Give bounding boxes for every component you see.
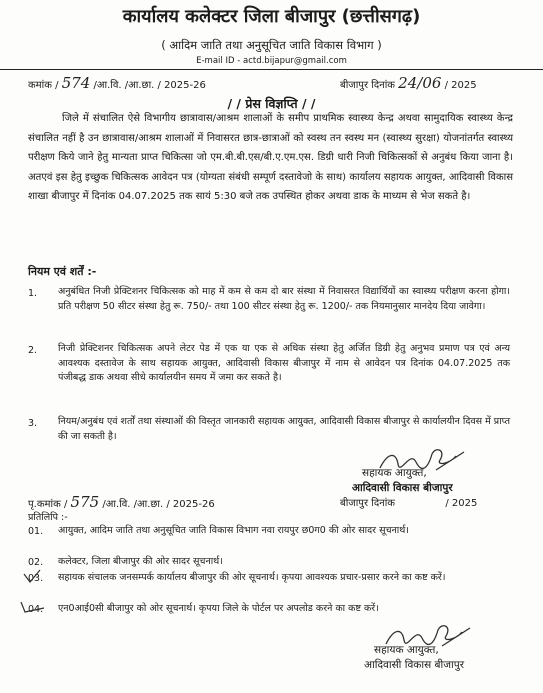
rule-number: 3. (28, 418, 38, 429)
copy-number: 04. (28, 604, 44, 615)
copy-number: 02. (28, 557, 44, 568)
copy-item: सहायक संचालक जनसम्पर्क कार्यालय बीजापुर की ओर सूचनार्थ। कृपया आवश्यक प्रचार-प्रसार करने का कष्ट करें। (58, 572, 446, 583)
rule-item: निजी प्रेक्टिशनर चिकित्सक अपने लेटर पेड में एक या एक से अधिक संस्था हेतु अर्जित डिग्री हेतु अनुभव प्रमाण पत्र एवं अन्य आवश्यक दस्तावेज के साथ सहायक आयुक्त, आदिवासी विकास बीजापुर में नाम से आवेदन पत्र दिनांक 04.07.2025 तक पंजीबद्ध डाक अथवा सीधे कार्यालयीन समय में जमा कर सकते है। (58, 343, 510, 383)
copy-number: 03. (28, 573, 44, 584)
copy-item: कलेक्टर, जिला बीजापुर की ओर सादर सूचनार्थ। (58, 556, 223, 567)
rule-item: अनुबंधित निजी प्रेक्टिशनर चिकित्सक को माह में कम से कम दो बार संस्था में निवासरत विद्यार्थियों का स्वास्थ्य परीक्षण करना होगा। प्रति परीक्षण 50 सीटर संस्था हेतु रू. 750/- तथा 100 सीटर संस्था हेतु रू. 1200/- तक नियमानुसार मानदेय दिया जावेगा। (58, 286, 510, 312)
signatory-title-2: सहायक आयुक्त, (374, 644, 439, 656)
copy-number: 01. (28, 526, 44, 537)
year: / 2025 (444, 80, 477, 91)
copy-item: एन0आई0सी बीजापुर को ओर सूचनार्थ। कृपया जिले के पोर्टल पर अपलोड करने का कष्ट करें। (58, 603, 379, 614)
reference2-line: पृ.कमांक / 575 /आ.वि. /आ.छा. / 2025-26 (28, 493, 215, 511)
reference-line: कमांक / 574 /आ.वि. /आ.छा. / 2025-26 (28, 74, 206, 92)
signatory-title: सहायक आयुक्त, (362, 467, 427, 479)
kramank-number: 574 (61, 74, 91, 92)
office-code: /आ.वि. /आ.छा. / 2025-26 (93, 80, 206, 91)
header-divider (0, 69, 543, 70)
rule-number: 1. (28, 288, 38, 299)
email-line: E-mail ID - actd.bijapur@gmail.com (196, 56, 347, 66)
kramank-label: कमांक (28, 80, 52, 91)
copies-label: प्रतिलिपि :- (28, 512, 68, 523)
copy-item: आयुक्त, आदिम जाति तथा अनुसूचित जाति विकास विभाग नवा रायपुर छ0ग0 की ओर सादर सूचनार्थ। (58, 525, 409, 536)
prikramank-label: पृ.कमांक (28, 499, 61, 510)
signatory-office: आदिवासी विकास बीजापुर (352, 482, 453, 494)
office-title: कार्यालय कलेक्टर जिला बीजापुर (छत्तीसगढ़) (122, 6, 421, 27)
reference-date (340, 74, 477, 92)
reference2-date (340, 495, 477, 509)
place-date-label: बीजापुर दिनांक (340, 80, 395, 91)
year-2: / 2025 (445, 498, 478, 509)
press-release-heading: / / प्रेस विज्ञप्ति / / (227, 96, 316, 111)
body-paragraph: जिले में संचालित ऐसे विभागीय छात्रावास/आश्रम शालाओं के समीप प्राथमिक स्वास्थ्य केन्द्र अथवा सामुदायिक स्वास्थ्य केन्द्र संचालित नहीं है उन छात्रावास/आश्रम शालाओं में निवासरत छात्र-छात्राओं को स्वस्थ तन स्वस्थ मन (स्वास्थ्य सुरक्षा) योजनांतर्गत स्वास्थ्य परीक्षण किये जाने हेतु मान्यता प्राप्त चिकित्सा जो एम.बी.बी.एस/बी.ए.एम.एस. डिग्री धारी निजी चिकित्सकों से अनुबंध किया जाना है। अतएवं इस हेतु इच्छुक चिकित्सक आवेदन पत्र (योग्यता संबंधी सम्पूर्ण दस्तावेजो के साथ) कार्यालय सहायक आयुक्त, आदिवासी विकास शाखा बीजापुर में दिनांक 04.07.2025 तक सायं 5:30 बजे तक उपस्थित होकर अथवा डाक के माध्यम से भेज सकते है। (28, 113, 513, 202)
rule-item: नियम/अनुबंध एवं शर्तों तथा संस्थाओं की विस्तृत जानकारी सहायक आयुक्त, आदिवासी विकास बीजापुर से कार्यालयीन दिवस में प्राप्त की जा सकती है। (58, 416, 510, 442)
prikramank-number: 575 (70, 493, 100, 511)
department-subtitle: ( आदिम जाति तथा अनुसूचित जाति विकास विभाग ) (161, 38, 382, 52)
handwritten-marks (18, 568, 48, 618)
place-date-label-2: बीजापुर दिनांक (340, 498, 395, 509)
office-code-2: /आ.वि. /आ.छा. / 2025-26 (102, 499, 215, 510)
handwritten-date: 24/06 (398, 74, 442, 92)
rules-heading: नियम एवं शर्तें :- (28, 265, 97, 278)
rule-number: 2. (28, 345, 38, 356)
signatory-office-2: आदिवासी विकास बीजापुर (364, 659, 464, 671)
